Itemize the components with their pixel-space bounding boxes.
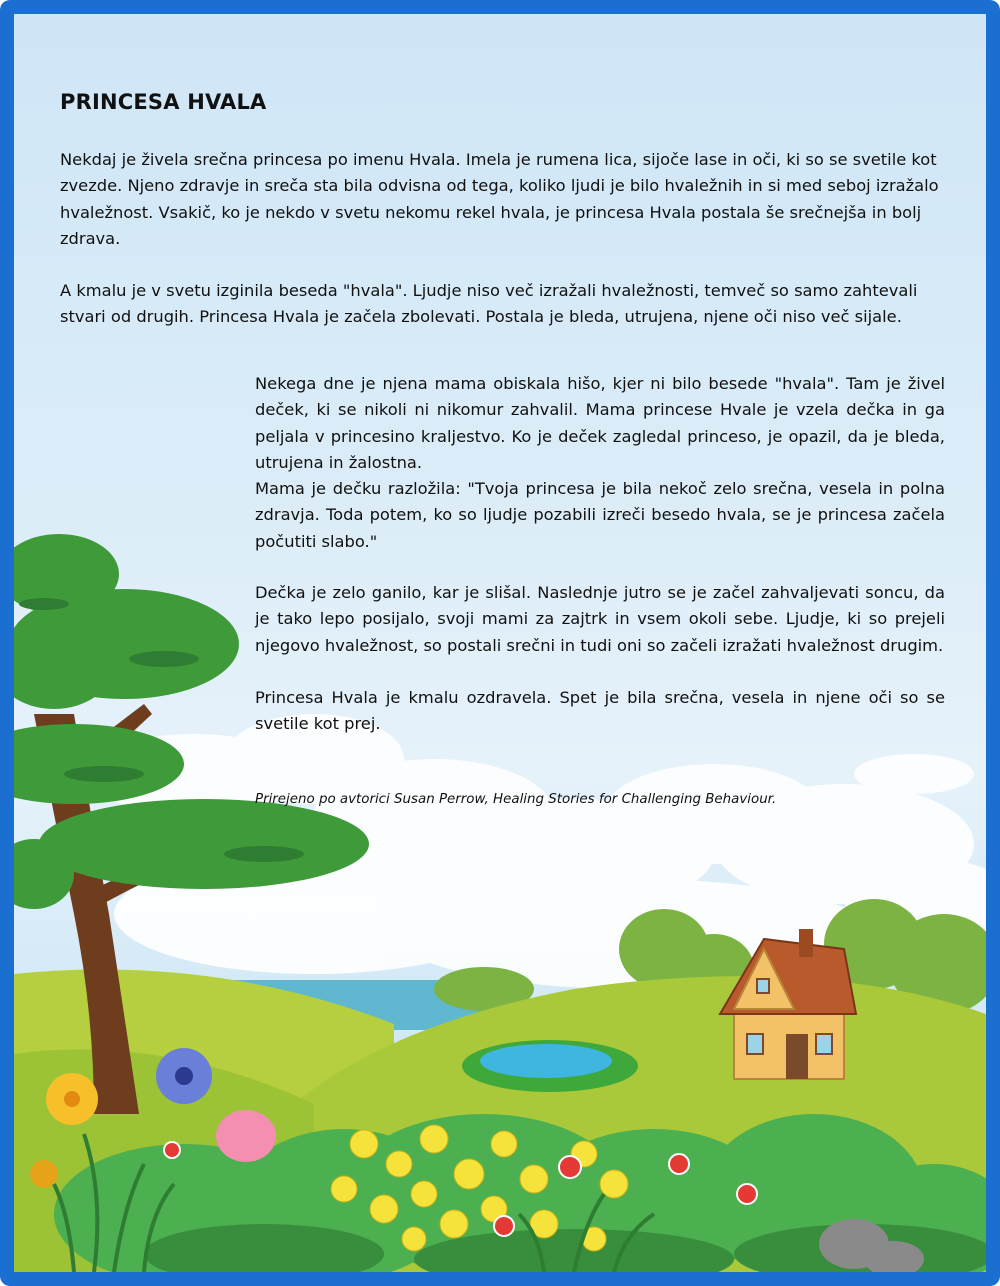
- story-title: PRINCESA HVALA: [60, 90, 267, 114]
- story-text: [14, 14, 986, 1272]
- paragraph-3: Nekega dne je njena mama obiskala hišo, kjer ni bilo besede "hvala". Tam je živel deček, ki se nikoli ni nikomur zahvalil. Mama princese Hvale je vzela dečka in ga peljala v princesino kraljestvo. Ko je deček zagledal princeso, je opazil, da je bleda, utrujena in žalostna.: [255, 374, 945, 472]
- paragraph-2: A kmalu je v svetu izginila beseda "hvala". Ljudje niso več izražali hvaležnosti, temveč so samo zahtevali stvari od drugih. Princesa Hvala je začela zbolevati. Postala je bleda, utrujena, njene oči niso več sijale.: [60, 281, 918, 327]
- paragraph-5: Dečka je zelo ganilo, kar je slišal. Naslednje jutro se je začel zahvaljevati soncu, da je tako lepo posijalo, svoji mami za zajtrk in vsem okoli sebe. Ljudje, ki so prejeli njegovo hvaležnost, so postali srečni in tudi oni so začeli izražati hvaležnost drugim.: [255, 583, 945, 655]
- paragraph-4: Mama je dečku razložila: "Tvoja princesa je bila nekoč zelo srečna, vesela in polna zdravja. Toda potem, ko so ljudje pozabili izreči besedo hvala, se je princesa začela počutiti slabo.": [255, 479, 945, 551]
- paragraph-6: Princesa Hvala je kmalu ozdravela. Spet je bila srečna, vesela in njene oči so se svetile kot prej.: [255, 688, 945, 734]
- source-credit: Prirejeno po avtorici Susan Perrow, Healing Stories for Challenging Behaviour.: [255, 792, 777, 807]
- paragraph-1: Nekdaj je živela srečna princesa po imenu Hvala. Imela je rumena lica, sijoče lase in oči, ki so se svetile kot zvezde. Njeno zdravje in sreča sta bila odvisna od tega, koliko ljudi je bilo hvaležnih in si med seboj izražalo hvaležnost. Vsakič, ko je nekdo v svetu nekomu rekel hvala, je princesa Hvala postala še srečnejša in bolj zdrava.: [60, 150, 939, 248]
